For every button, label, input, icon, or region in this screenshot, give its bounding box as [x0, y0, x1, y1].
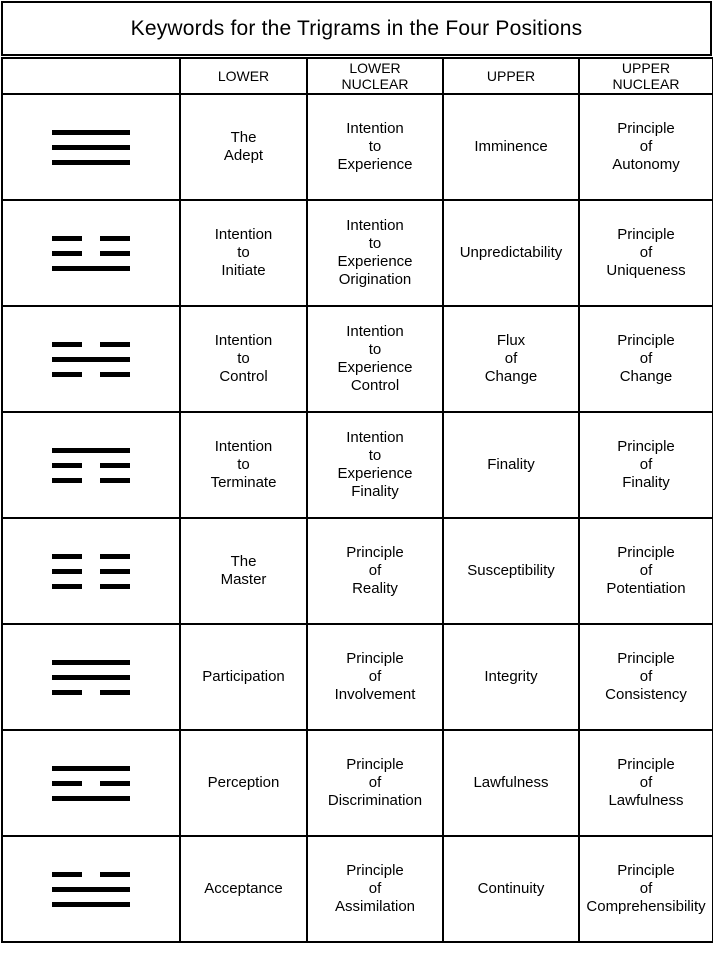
solid-line	[52, 902, 130, 907]
lower-cell-text: The Adept	[223, 129, 264, 164]
upper-nuclear-cell	[579, 412, 713, 518]
lower-cell-text: The Master	[220, 553, 267, 588]
broken-line-segment	[100, 690, 130, 695]
upper-cell-text: Integrity	[484, 668, 538, 685]
lower-cell	[180, 518, 307, 624]
table-row	[2, 200, 713, 306]
broken-line-segment	[100, 554, 130, 559]
trigram-wind-icon	[50, 657, 132, 697]
upper-nuclear-cell-text: Principle of Potentiation	[606, 544, 686, 597]
header-lower: LOWER	[180, 58, 307, 94]
upper-cell	[443, 412, 579, 518]
trigram-cell	[2, 412, 180, 518]
broken-line-segment	[100, 372, 130, 377]
upper-nuclear-cell	[579, 200, 713, 306]
lower-nuclear-cell-text: Principle of Assimilation	[334, 862, 416, 915]
lower-nuclear-cell-text: Intention to Experience	[337, 120, 413, 173]
table-row	[2, 624, 713, 730]
solid-line	[52, 160, 130, 165]
trigram-cell	[2, 730, 180, 836]
upper-nuclear-cell-text: Principle of Consistency	[605, 650, 687, 703]
upper-nuclear-cell	[579, 836, 713, 942]
broken-line-segment	[52, 569, 82, 574]
table-row	[2, 412, 713, 518]
broken-line-segment	[100, 872, 130, 877]
upper-nuclear-cell-text: Principle of Uniqueness	[606, 226, 686, 279]
lower-nuclear-cell	[307, 412, 443, 518]
table-row	[2, 836, 713, 942]
upper-cell	[443, 836, 579, 942]
upper-cell-text: Susceptibility	[467, 562, 555, 579]
solid-line	[52, 796, 130, 801]
broken-line-segment	[100, 463, 130, 468]
lower-nuclear-cell	[307, 730, 443, 836]
upper-cell-text: Unpredictability	[459, 244, 563, 261]
upper-cell-text: Lawfulness	[473, 774, 549, 791]
upper-nuclear-cell-text: Principle of Autonomy	[612, 120, 680, 173]
lower-nuclear-cell-text: Intention to Experience Finality	[337, 429, 413, 500]
broken-line-segment	[52, 236, 82, 241]
broken-line-segment	[52, 251, 82, 256]
lower-cell	[180, 94, 307, 200]
header-lower-nuclear: LOWER NUCLEAR	[307, 58, 443, 94]
lower-cell	[180, 306, 307, 412]
upper-nuclear-cell	[579, 730, 713, 836]
broken-line-segment	[52, 872, 82, 877]
lower-cell-text: Intention to Control	[214, 332, 273, 385]
solid-line	[52, 887, 130, 892]
trigram-thunder-icon	[50, 233, 132, 273]
trigram-lake-icon	[50, 869, 132, 909]
upper-cell	[443, 306, 579, 412]
solid-line	[52, 660, 130, 665]
lower-cell-text: Intention to Terminate	[210, 438, 277, 491]
trigram-mountain-icon	[50, 445, 132, 485]
solid-line	[52, 130, 130, 135]
lower-nuclear-cell	[307, 306, 443, 412]
upper-cell	[443, 200, 579, 306]
solid-line	[52, 675, 130, 680]
lower-nuclear-cell	[307, 518, 443, 624]
upper-nuclear-cell-text: Principle of Finality	[617, 438, 675, 491]
lower-nuclear-cell-text: Intention to Experience Origination	[337, 217, 413, 288]
broken-line-segment	[52, 554, 82, 559]
lower-cell-text: Perception	[207, 774, 280, 791]
trigram-cell	[2, 94, 180, 200]
trigram-cell	[2, 518, 180, 624]
solid-line	[52, 766, 130, 771]
broken-line-segment	[100, 781, 130, 786]
upper-cell-text: Flux of Change	[484, 332, 538, 385]
broken-line-segment	[52, 463, 82, 468]
lower-nuclear-cell-text: Intention to Experience Control	[337, 323, 413, 394]
lower-nuclear-cell	[307, 200, 443, 306]
header-trigram	[2, 58, 180, 94]
lower-cell	[180, 624, 307, 730]
table-row	[2, 94, 713, 200]
upper-cell	[443, 518, 579, 624]
trigram-keyword-table	[1, 57, 713, 943]
solid-line	[52, 448, 130, 453]
upper-nuclear-cell-text: Principle of Lawfulness	[608, 756, 684, 809]
upper-nuclear-cell	[579, 624, 713, 730]
trigram-cell	[2, 836, 180, 942]
upper-nuclear-cell	[579, 306, 713, 412]
lower-nuclear-cell-text: Principle of Discrimination	[327, 756, 423, 809]
header-upper: UPPER	[443, 58, 579, 94]
upper-nuclear-cell	[579, 94, 713, 200]
lower-cell	[180, 836, 307, 942]
upper-cell	[443, 624, 579, 730]
trigram-fire-icon	[50, 763, 132, 803]
lower-cell	[180, 200, 307, 306]
lower-cell-text: Acceptance	[204, 880, 283, 897]
solid-line	[52, 357, 130, 362]
upper-cell-text: Imminence	[474, 138, 548, 155]
upper-nuclear-cell-text: Principle of Change	[617, 332, 675, 385]
trigram-cell	[2, 306, 180, 412]
trigram-cell	[2, 200, 180, 306]
trigram-earth-icon	[50, 551, 132, 591]
lower-nuclear-cell	[307, 624, 443, 730]
upper-cell	[443, 94, 579, 200]
lower-nuclear-cell-text: Principle of Involvement	[334, 650, 416, 703]
lower-cell-text: Intention to Initiate	[214, 226, 273, 279]
header-row	[2, 58, 713, 94]
lower-nuclear-cell-text: Principle of Reality	[346, 544, 404, 597]
upper-cell-text: Continuity	[477, 880, 545, 897]
lower-nuclear-cell	[307, 836, 443, 942]
trigram-water-icon	[50, 339, 132, 379]
broken-line-segment	[52, 781, 82, 786]
broken-line-segment	[52, 478, 82, 483]
broken-line-segment	[100, 251, 130, 256]
broken-line-segment	[100, 478, 130, 483]
upper-cell-text: Finality	[487, 456, 535, 473]
upper-nuclear-cell	[579, 518, 713, 624]
broken-line-segment	[52, 372, 82, 377]
solid-line	[52, 266, 130, 271]
header-upper-nuclear: UPPER NUCLEAR	[579, 58, 713, 94]
lower-cell	[180, 412, 307, 518]
trigram-cell	[2, 624, 180, 730]
broken-line-segment	[52, 342, 82, 347]
lower-cell-text: Participation	[202, 668, 285, 685]
upper-nuclear-cell-text: Principle of Comprehensibility	[586, 862, 706, 915]
broken-line-segment	[52, 690, 82, 695]
broken-line-segment	[100, 342, 130, 347]
lower-nuclear-cell	[307, 94, 443, 200]
broken-line-segment	[52, 584, 82, 589]
page-title: Keywords for the Trigrams in the Four Positions	[1, 1, 712, 56]
table-row	[2, 518, 713, 624]
trigram-heaven-icon	[50, 127, 132, 167]
table-row	[2, 730, 713, 836]
table-row	[2, 306, 713, 412]
lower-cell	[180, 730, 307, 836]
broken-line-segment	[100, 236, 130, 241]
broken-line-segment	[100, 569, 130, 574]
solid-line	[52, 145, 130, 150]
upper-cell	[443, 730, 579, 836]
broken-line-segment	[100, 584, 130, 589]
